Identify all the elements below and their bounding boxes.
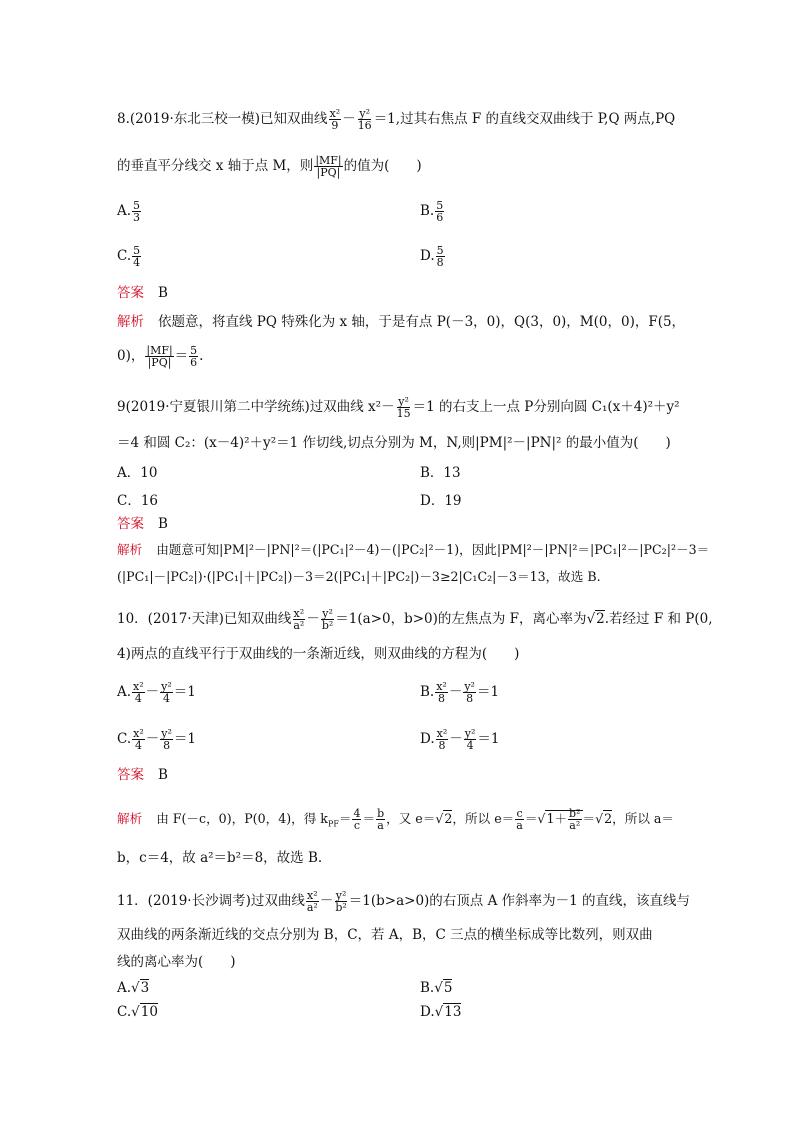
q8-frac-mf-pq: $\frac{|MF|}{|PQ|}$ [315,154,342,179]
q11-choice-d: D.√13 [420,1004,462,1020]
q8-choice-d: D. $\frac{5}{8}$ [420,244,444,269]
q10-explanation-line1: 解析 由 F(－c，0)，P(0，4)，得 $k_{PF}=$ $\frac{4}{c}$ ＝ $\frac{b}{a}$ ，又 e＝√2，所以 e＝ $\frac{c}{a}$ ＝√1＋ $\frac{\text{b²}}{\text{a²}}$ ＝√2，所以 a＝ [117,807,675,832]
q9-answer: 答案 B [117,516,168,532]
q9-choice-a: A．10 [117,465,158,481]
q8-lead: 8.(2019·东北三校一模)已知双曲线 [117,111,328,127]
q9-stem-line1: 9(2019·宁夏银川第二中学统练)过双曲线 x²－ $\frac{\text{y²}}{15}$ ＝1 的右支上一点 P分别向圆 C₁(x＋4)²＋y² [117,395,680,420]
q8-answer: 答案 B [117,285,168,301]
q10-choice-b: B. $\frac{\text{x²}}{8}$ － $\frac{\text{y²}}{8}$ ＝1 [420,680,500,705]
q8-choice-b: B. $\frac{5}{6}$ [420,199,444,224]
q9-choice-c: C．16 [117,493,159,509]
q10-choice-d: D. $\frac{\text{x²}}{8}$ － $\frac{\text{y²}}{4}$ ＝1 [420,727,500,752]
q8-frac-y: $\frac{\text{y²}}{16}$ [357,107,372,132]
q8-stem-line1: 8.(2019·东北三校一模)已知双曲线 $\frac{\text{x²}}{9}$ － $\frac{\text{y²}}{16}$ ＝1,过其右焦点 F 的直线交双曲线于 P,Q 两点,PQ [117,107,676,132]
q9-explanation-line1: 解析 由题意可知|PM|²－|PN|²＝(|PC₁|²－4)－(|PC₂|²－1)，因此|PM|²－|PN|²＝|PC₁|²－|PC₂|²－3＝ [117,542,710,557]
q11-choice-c: C.√10 [117,1004,158,1020]
q10-stem-line1: 10．(2017·天津)已知双曲线 $\frac{\text{x²}}{\text{a²}}$ － $\frac{\text{y²}}{\text{b²}}$ ＝1(a>0，b>0)的左焦点为 F，离心率为√2.若经过 F 和 P(0, [117,607,713,632]
q9-choice-d: D．19 [420,493,462,509]
q8-frac-x: $\frac{\text{x²}}{9}$ [329,107,341,132]
q9-stem-line2: ＝4 和圆 C₂：(x－4)²＋y²＝1 作切线,切点分别为 M，N,则|PM|²－|PN|² 的最小值为( ) [117,435,671,451]
q9-explanation-line2: (|PC₁|－|PC₂|)·(|PC₁|＋|PC₂|)－3＝2(|PC₁|＋|PC₂|)－3≥2|C₁C₂|－3＝13，故选 B. [117,569,601,584]
q10-stem-line2: 4)两点的直线平行于双曲线的一条渐近线，则双曲线的方程为( ) [117,646,520,662]
q9-choice-b: B．13 [420,465,461,481]
q8-explanation-line1: 解析 依题意，将直线 PQ 特殊化为 x 轴，于是有点 P(－3，0)，Q(3，0)，M(0，0)，F(5， [117,314,686,330]
q11-stem-line1: 11．(2019·长沙调考)过双曲线 $\frac{\text{x²}}{\text{a²}}$ － $\frac{\text{y²}}{\text{b²}}$ ＝1(b>a>0)的右顶点 A 作斜率为－1 的直线，该直线与 [117,889,691,914]
q11-choice-a: A.√3 [117,980,150,996]
q11-stem-line3: 线的离心率为( ) [117,954,236,970]
q8-explanation-line2: 0)， $\frac{|MF|}{|PQ|}$ ＝ $\frac{5}{6}$ . [117,344,204,369]
q11-stem-line2: 双曲线的两条渐近线的交点分别为 B，C，若 A，B，C 三点的横坐标成等比数列，则双曲 [117,927,653,943]
q10-answer: 答案 B [117,767,168,783]
q8-stem-line2: 的垂直平分线交 x 轴于点 M，则 $\frac{|MF|}{|PQ|}$ 的值为( ) [117,154,422,179]
q8-choice-a: A. $\frac{5}{3}$ [117,199,141,224]
q11-choice-b: B.√5 [420,980,453,996]
q10-choice-a: A. $\frac{\text{x²}}{4}$ － $\frac{\text{y²}}{4}$ ＝1 [117,680,196,705]
q8-choice-c: C. $\frac{5}{4}$ [117,244,141,269]
q10-explanation-line2: b，c＝4，故 a²＝b²＝8，故选 B. [117,850,323,866]
q8-tail: ＝1,过其右焦点 F 的直线交双曲线于 P,Q 两点,PQ [373,111,676,127]
q10-choice-c: C. $\frac{\text{x²}}{4}$ － $\frac{\text{y²}}{8}$ ＝1 [117,727,196,752]
